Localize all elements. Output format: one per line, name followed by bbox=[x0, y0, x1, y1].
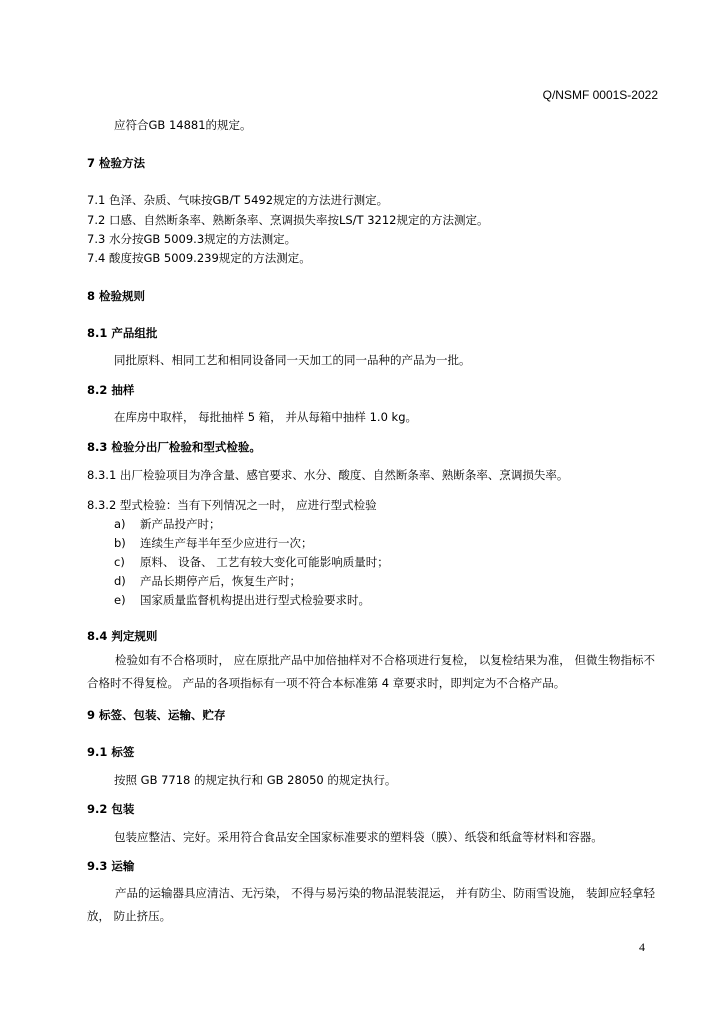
intro-line: 应符合GB 14881的规定。 bbox=[114, 118, 252, 132]
page-number: 4 bbox=[639, 940, 645, 954]
list-marker: c) bbox=[114, 555, 125, 569]
section-7-heading: 7 检验方法 bbox=[87, 156, 146, 170]
clause-9-3-text: 产品的运输器具应清洁、无污染， 不得与易污染的物品混装混运， 并有防尘、防雨雪设施， 装卸应轻拿轻放， 防止挤压。 bbox=[87, 886, 655, 923]
clause-9-1-heading: 9.1 标签 bbox=[87, 745, 135, 759]
clause-7-4: 7.4 酸度按GB 5009.239规定的方法测定。 bbox=[87, 251, 311, 265]
clause-8-3-2: 8.3.2 型式检验：当有下列情况之一时， 应进行型式检验 bbox=[87, 498, 377, 512]
clause-9-2-text: 包装应整洁、完好。采用符合食品安全国家标准要求的塑料袋（膜）、纸袋和纸盒等材料和容器。 bbox=[114, 830, 603, 844]
list-marker: a) bbox=[114, 517, 126, 531]
list-item-b bbox=[114, 535, 313, 551]
list-text: 新产品投产时； bbox=[140, 517, 221, 531]
clause-7-3: 7.3 水分按GB 5009.3规定的方法测定。 bbox=[87, 232, 297, 246]
clause-7-1: 7.1 色泽、杂质、气味按GB/T 5492规定的方法进行测定。 bbox=[87, 193, 389, 207]
list-item-d bbox=[114, 573, 301, 589]
clause-8-4-text: 检验如有不合格项时， 应在原批产品中加倍抽样对不合格项进行复检， 以复检结果为准， 但微生物指标不合格时不得复检。 产品的各项指标有一项不符合本标准第 4 章要求时，即判定为不合格产品。 bbox=[87, 653, 655, 690]
list-text: 国家质量监督机构提出进行型式检验要求时。 bbox=[140, 593, 370, 607]
list-marker: e) bbox=[114, 593, 126, 607]
clause-9-3-heading: 9.3 运输 bbox=[87, 859, 135, 873]
clause-8-3-1: 8.3.1 出厂检验项目为净含量、感官要求、水分、酸度、自然断条率、熟断条率、烹调损失率。 bbox=[87, 468, 569, 482]
clause-8-1-heading: 8.1 产品组批 bbox=[87, 326, 158, 340]
section-8-heading: 8 检验规则 bbox=[87, 289, 146, 303]
list-item-e bbox=[114, 592, 370, 608]
list-marker: d) bbox=[114, 574, 126, 588]
clause-8-1-text: 同批原料、相同工艺和相同设备同一天加工的同一品种的产品为一批。 bbox=[114, 353, 471, 367]
list-text: 原料、 设备、 工艺有较大变化可能影响质量时； bbox=[140, 555, 389, 569]
clause-9-1-text: 按照 GB 7718 的规定执行和 GB 28050 的规定执行。 bbox=[114, 773, 397, 787]
clause-8-4-heading: 8.4 判定规则 bbox=[87, 629, 158, 643]
clause-8-2-text: 在库房中取样， 每批抽样 5 箱， 并从每箱中抽样 1.0 kg。 bbox=[114, 410, 417, 424]
list-marker: b) bbox=[114, 536, 126, 550]
clause-8-3-heading: 8.3 检验分出厂检验和型式检验。 bbox=[87, 440, 261, 454]
list-text: 连续生产每半年至少应进行一次； bbox=[140, 536, 313, 550]
clause-9-2-heading: 9.2 包装 bbox=[87, 802, 135, 816]
list-text: 产品长期停产后，恢复生产时； bbox=[140, 574, 301, 588]
clause-7-2: 7.2 口感、自然断条率、熟断条率、烹调损失率按LS/T 3212规定的方法测定。 bbox=[87, 213, 489, 227]
clause-8-2-heading: 8.2 抽样 bbox=[87, 383, 135, 397]
section-9-heading: 9 标签、包装、运输、贮存 bbox=[87, 708, 226, 722]
list-item-a bbox=[114, 516, 221, 532]
list-item-c bbox=[114, 554, 389, 570]
document-code-header: Q/NSMF 0001S-2022 bbox=[542, 88, 658, 102]
